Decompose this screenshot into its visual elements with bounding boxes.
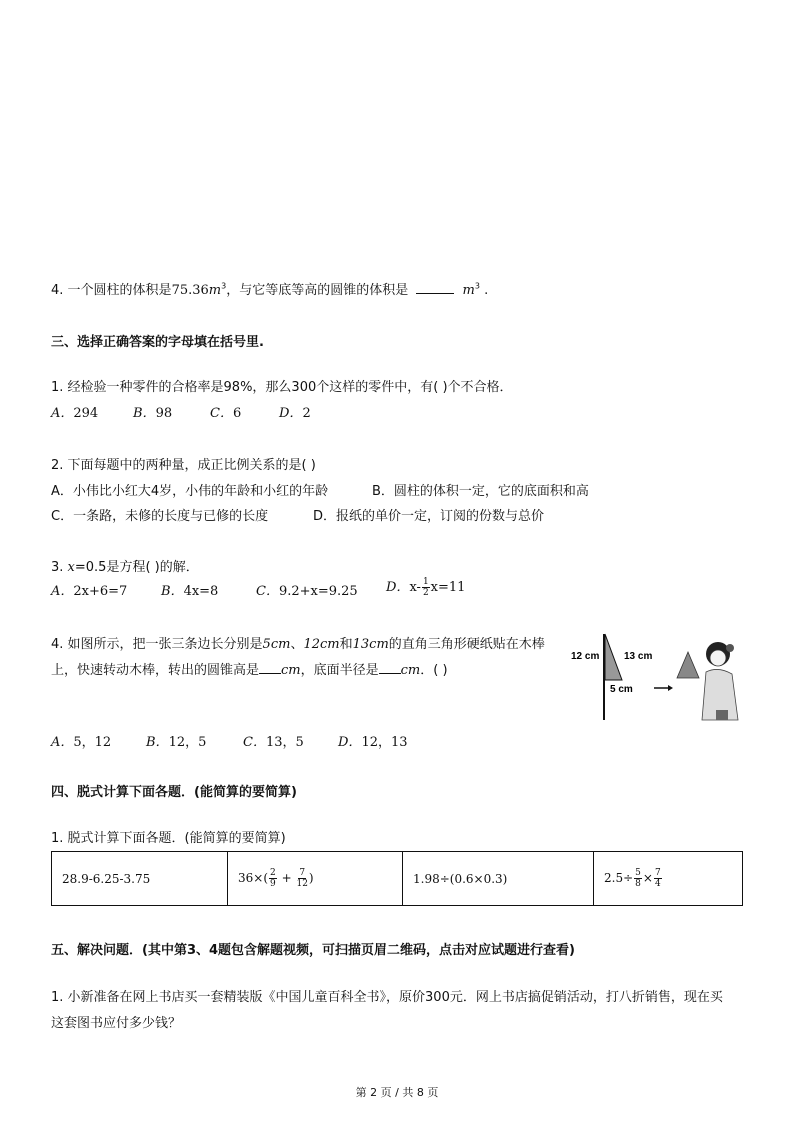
choice-question-4-line2: 上，快速转动木棒，转出的圆锥高是 cm，底面半径是 cm．( ): [51, 663, 448, 678]
option-d[interactable]: D．报纸的单价一定，订阅的份数与总价: [313, 509, 545, 524]
problem-1-line2: 这套图书应付多少钱？: [51, 1016, 182, 1031]
section-4-title: 四、脱式计算下面各题．(能简算的要简算): [51, 785, 297, 800]
problem-1-line1: 1. 小新准备在网上书店买一套精装版《中国儿童百科全书》，原价300元．网上书店搞促销活动，打八折销售，现在买: [51, 990, 723, 1005]
calc-cell-2: 36×( $\frac{2}{9}$ + $\frac{7}{12}$ ): [228, 852, 403, 906]
choice-question-2: 2. 下面每题中的两种量，成正比例关系的是( ): [51, 458, 316, 473]
option-d[interactable]: D．x- $\frac{1}{2}$ x=11: [386, 577, 466, 598]
section-3-title: 三、选择正确答案的字母填在括号里.: [51, 335, 264, 350]
cone: [677, 652, 699, 678]
option-b[interactable]: B．圆柱的体积一定，它的底面积和高: [372, 484, 589, 499]
answer-blank[interactable]: [416, 283, 454, 294]
option-a[interactable]: A．5，12: [51, 735, 112, 750]
option-a[interactable]: A．2x+6=7: [51, 584, 128, 599]
option-c[interactable]: C．9.2+x=9.25: [256, 584, 358, 599]
option-b[interactable]: B．98: [133, 406, 173, 421]
girl-face: [710, 650, 726, 666]
calc-table: [51, 851, 743, 906]
option-c[interactable]: C．一条路，未修的长度与已修的长度: [51, 509, 269, 524]
label-5cm: 5 cm: [610, 684, 633, 695]
fill-question-4: 4. 一个圆柱的体积是$75.36m^3$，与它等底等高的圆锥的体积是 $m^3$ .: [51, 281, 489, 298]
option-c[interactable]: C．6: [210, 406, 242, 421]
label-13cm: 13 cm: [624, 651, 653, 662]
option-d[interactable]: D．12，13: [338, 735, 408, 750]
calc-question-1: 1. 脱式计算下面各题．(能简算的要简算): [51, 831, 286, 846]
triangle-figure: [566, 632, 746, 722]
option-d[interactable]: D．2: [279, 406, 311, 421]
choice-question-1: 1. 经检验一种零件的合格率是98%，那么300个这样的零件中，有( )个不合格．: [51, 380, 513, 395]
option-a[interactable]: A．小伟比小红大4岁，小伟的年龄和小红的年龄: [51, 484, 329, 499]
calc-cell-4: 2.5÷ $\frac{5}{8}$ × $\frac{7}{4}$: [594, 852, 743, 906]
option-c[interactable]: C．13，5: [243, 735, 304, 750]
option-b[interactable]: B．12，5: [146, 735, 207, 750]
option-a[interactable]: A．294: [51, 406, 99, 421]
label-12cm: 12 cm: [571, 651, 600, 662]
section-5-title: 五、解决问题．(其中第3、4题包含解题视频，可扫描页眉二维码，点击对应试题进行查看): [51, 943, 575, 958]
triangle: [605, 634, 622, 680]
choice-question-3: 3. x=0.5是方程( )的解．: [51, 560, 199, 575]
choice-question-4-line1: 4. 如图所示，把一张三条边长分别是5cm、12cm和13cm的直角三角形硬纸贴在木棒: [51, 637, 545, 652]
calc-cell-3: 1.98÷(0.6×0.3): [403, 852, 594, 906]
calc-cell-1: 28.9-6.25-3.75: [52, 852, 228, 906]
option-b[interactable]: B．4x=8: [161, 584, 219, 599]
page-footer: 第 2 页 / 共 8 页: [355, 1086, 439, 1099]
